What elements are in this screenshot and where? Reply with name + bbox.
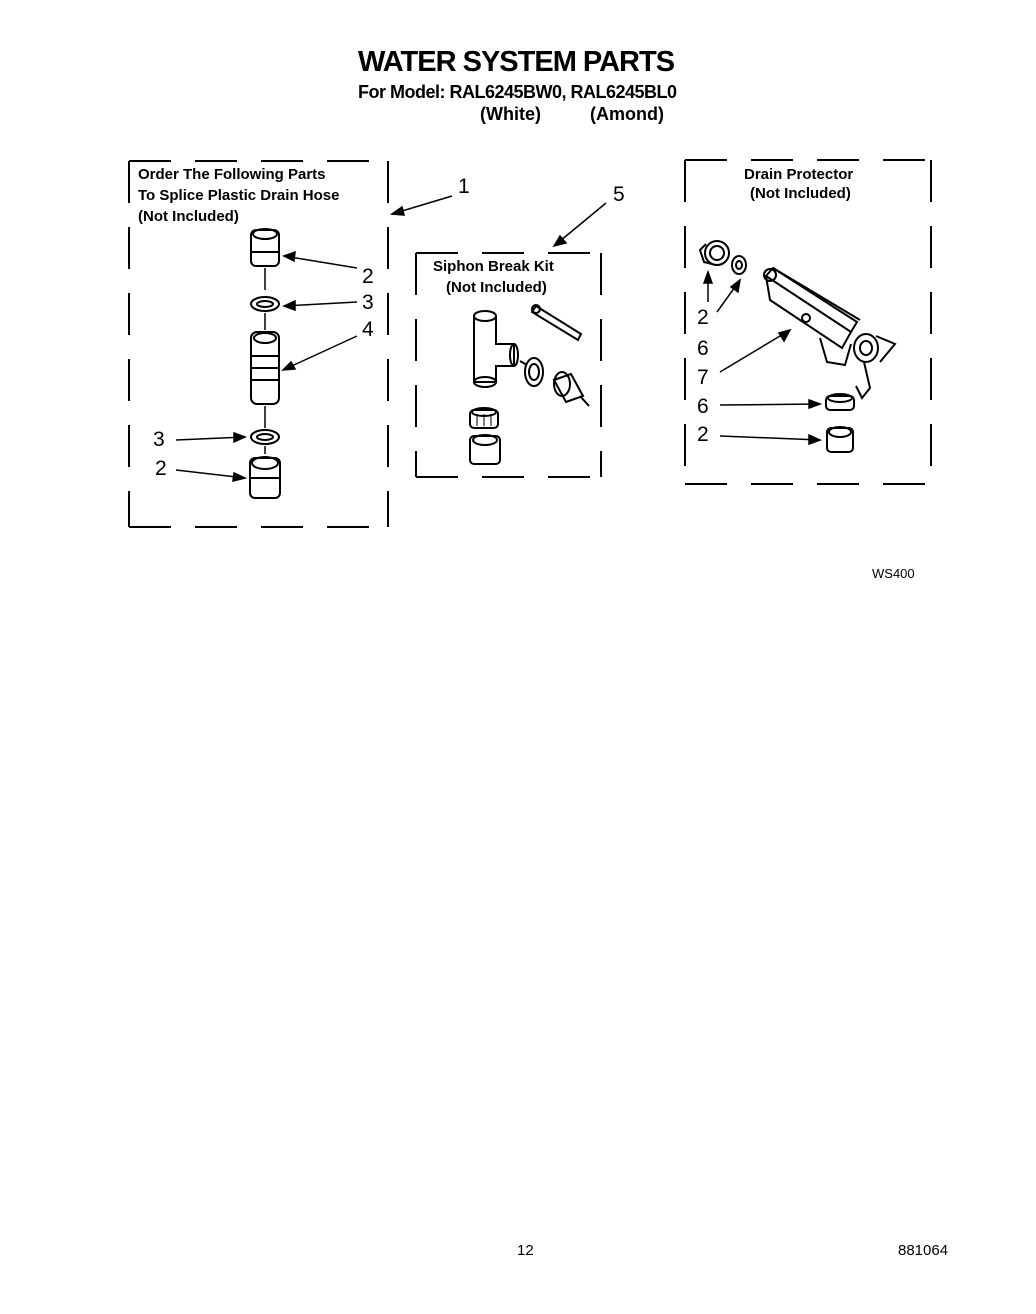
drain-bottom-clamp-drawing <box>826 394 854 410</box>
drain-top-clamp-drawing <box>732 256 746 274</box>
drain-bottom-fitting-drawing <box>827 427 853 452</box>
splice-bottom-clamp-drawing <box>251 430 279 454</box>
model-numbers: For Model: RAL6245BW0, RAL6245BL0 <box>358 82 677 102</box>
splice-box-label-line3: (Not Included) <box>138 208 239 225</box>
drain-leader-lines <box>704 272 820 444</box>
document-number: 881064 <box>898 1242 949 1259</box>
callout-splice-connector: 4 <box>362 318 374 341</box>
callout-drain-bottom-clamp: 6 <box>697 395 709 418</box>
variant-white: (White) <box>480 104 541 124</box>
splice-box-label-line1: Order The Following Parts <box>138 166 326 183</box>
page-title: WATER SYSTEM PARTS <box>358 46 675 78</box>
callout-drain-top-clamp: 6 <box>697 337 709 360</box>
siphon-bottom-clamp-drawing <box>470 408 498 428</box>
splice-top-clamp-drawing <box>251 297 279 330</box>
siphon-bottom-fitting-drawing <box>470 435 500 464</box>
callout-splice-top-clamp: 3 <box>362 291 374 314</box>
callout-splice-bottom-clamp: 3 <box>153 428 165 451</box>
splice-bottom-fitting-drawing <box>250 457 280 498</box>
splice-box-label-line2: To Splice Plastic Drain Hose <box>138 187 340 204</box>
siphon-tee-drawing <box>474 311 518 387</box>
callout-splice-box: 1 <box>458 175 470 198</box>
callout-splice-bottom-fitting: 2 <box>155 457 167 480</box>
callout-drain-protector: 7 <box>697 366 709 389</box>
siphon-box-label-line2: (Not Included) <box>446 279 547 296</box>
siphon-pin-drawing <box>532 305 581 340</box>
callout-drain-bottom-fitting: 2 <box>697 423 709 446</box>
splice-connector-drawing <box>251 332 279 428</box>
drain-top-fitting-drawing <box>700 241 729 265</box>
siphon-box-label-line1: Siphon Break Kit <box>433 258 554 275</box>
drain-box-label-line2: (Not Included) <box>750 185 851 202</box>
splice-top-fitting-drawing <box>251 229 279 290</box>
siphon-side-fitting-drawing <box>554 372 589 406</box>
callout-siphon-box: 5 <box>613 183 625 206</box>
variant-almond: (Amond) <box>590 104 664 124</box>
siphon-leader-line <box>554 203 606 246</box>
illustration-code: WS400 <box>872 566 915 581</box>
callout-drain-top-fitting: 2 <box>697 306 709 329</box>
siphon-side-clamp-drawing <box>520 358 543 386</box>
callout-splice-top-fitting: 2 <box>362 265 374 288</box>
splice-leader-lines <box>176 196 452 481</box>
page-number: 12 <box>517 1242 534 1259</box>
drain-box-label-line1: Drain Protector <box>744 166 854 183</box>
